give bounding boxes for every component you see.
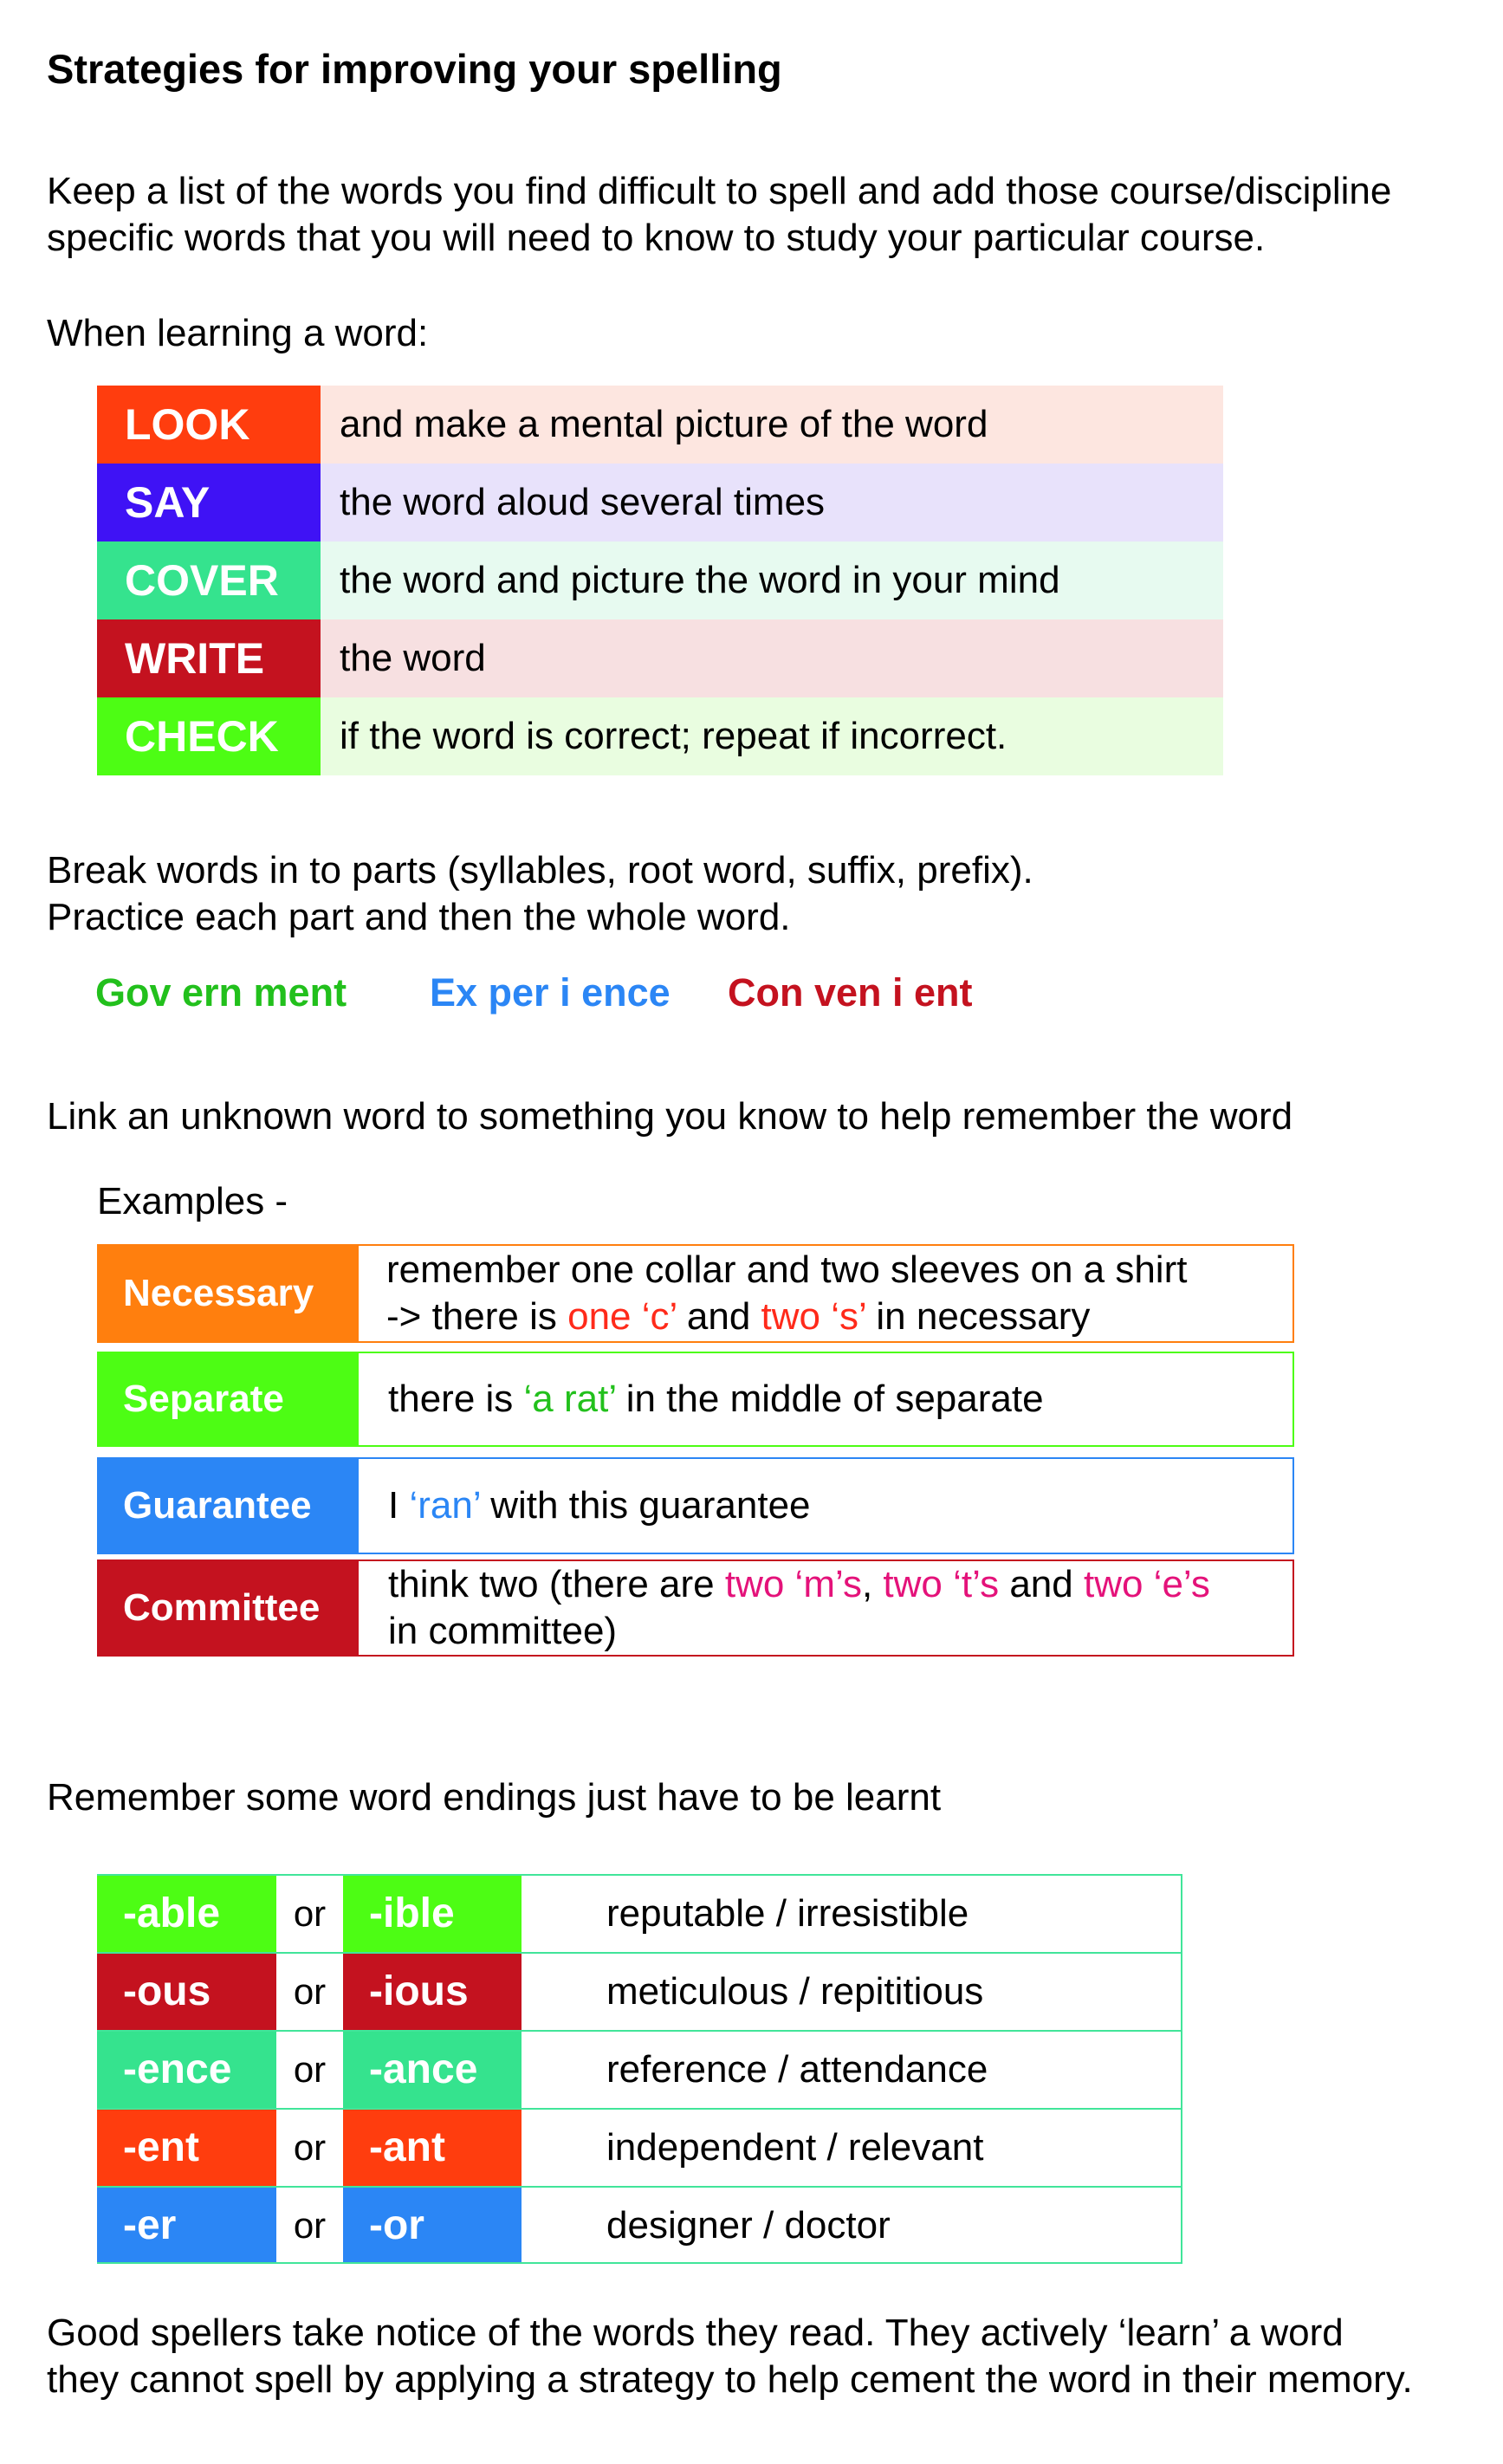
example-line: in committee): [388, 1610, 618, 1652]
example-desc: [359, 1246, 1292, 1341]
text-span: with this guarantee: [479, 1484, 811, 1527]
step-row-check: [97, 697, 1223, 775]
ending-or: or: [293, 2205, 327, 2246]
ending-row: [97, 2108, 1182, 2186]
step-row-look: [97, 386, 1223, 464]
step-row-cover: [97, 541, 1223, 619]
text-span: in the middle of separate: [615, 1378, 1044, 1420]
step-desc: the word aloud several times: [321, 464, 1223, 541]
ending-a: -ous: [97, 1954, 276, 2030]
syllable-example-experience: Ex per i ence: [430, 970, 671, 1015]
ending-or: or: [293, 2127, 327, 2168]
step-key: WRITE: [97, 619, 321, 697]
example-key: Necessary: [99, 1246, 359, 1341]
highlight-span: two ‘e’s: [1083, 1563, 1210, 1605]
syllable-example-government: Gov ern ment: [95, 970, 347, 1015]
example-line: [386, 1294, 1292, 1340]
closing-line-1: Good spellers take notice of the words they read. They actively ‘learn’ a word: [47, 2312, 1344, 2354]
example-line: [388, 1376, 1292, 1423]
ending-or: or: [293, 1971, 327, 2012]
ending-examples: independent / relevant: [606, 2126, 984, 2169]
ending-b: -ious: [343, 1954, 522, 2030]
ending-b: -ant: [343, 2110, 522, 2186]
intro-line-2: specific words that you will need to know to study your particular course.: [47, 217, 1266, 259]
text-span: think two (there are: [388, 1563, 725, 1605]
learning-intro: When learning a word:: [47, 312, 429, 354]
ending-a: -ent: [97, 2110, 276, 2186]
ending-a: -able: [97, 1876, 276, 1952]
step-desc: if the word is correct; repeat if incorrect.: [321, 697, 1223, 775]
ending-a: -er: [97, 2188, 276, 2262]
ending-examples: meticulous / repititious: [606, 1970, 984, 2013]
text-span: and: [999, 1563, 1084, 1605]
example-key: Separate: [99, 1353, 359, 1445]
ending-row: [97, 2030, 1182, 2108]
ending-b: -ible: [343, 1876, 522, 1952]
example-row-committee: [97, 1559, 1294, 1657]
highlight-span: two ‘t’s: [883, 1563, 1000, 1605]
ending-row: [97, 1952, 1182, 2030]
step-row-say: [97, 464, 1223, 541]
ending-a: -ence: [97, 2032, 276, 2108]
highlight-span: ‘a rat’: [523, 1378, 616, 1420]
step-desc: the word: [321, 619, 1223, 697]
step-desc: the word and picture the word in your mind: [321, 541, 1223, 619]
syllable-example-convenient: Con ven i ent: [728, 970, 973, 1015]
highlight-span: ‘ran’: [409, 1484, 480, 1527]
closing-line-2: they cannot spell by applying a strategy to help cement the word in their memory.: [47, 2358, 1413, 2401]
example-desc: [359, 1561, 1292, 1655]
page-title: Strategies for improving your spelling: [47, 46, 782, 92]
example-desc: [359, 1459, 1292, 1553]
step-key: LOOK: [97, 386, 321, 464]
text-span: ,: [861, 1563, 884, 1605]
example-line: [388, 1482, 1292, 1529]
text-span: there is: [388, 1378, 524, 1420]
examples-label: Examples -: [97, 1180, 288, 1222]
example-line: remember one collar and two sleeves on a shirt: [386, 1248, 1188, 1291]
look-say-cover-table: [97, 386, 1223, 775]
step-key: COVER: [97, 541, 321, 619]
example-desc: [359, 1353, 1292, 1445]
example-line: [388, 1561, 1292, 1608]
word-endings-table: [97, 1874, 1182, 2264]
step-key: CHECK: [97, 697, 321, 775]
text-span: and: [676, 1295, 761, 1338]
example-row-necessary: [97, 1244, 1294, 1343]
ending-examples: designer / doctor: [606, 2204, 891, 2247]
step-key: SAY: [97, 464, 321, 541]
step-desc: and make a mental picture of the word: [321, 386, 1223, 464]
link-text: Link an unknown word to something you know to help remember the word: [47, 1095, 1293, 1138]
ending-row: [97, 1874, 1182, 1952]
ending-b: -or: [343, 2188, 522, 2262]
text-span: I: [388, 1484, 410, 1527]
ending-row: [97, 2186, 1182, 2264]
intro-line-1: Keep a list of the words you find difficult to spell and add those course/discipline: [47, 170, 1392, 212]
text-span: in necessary: [865, 1295, 1091, 1338]
ending-examples: reputable / irresistible: [606, 1892, 969, 1935]
highlight-span: two ‘s’: [761, 1295, 866, 1338]
highlight-span: two ‘m’s: [724, 1563, 862, 1605]
endings-intro: Remember some word endings just have to be learnt: [47, 1776, 942, 1819]
example-row-separate: [97, 1352, 1294, 1447]
example-key: Guarantee: [99, 1459, 359, 1553]
ending-b: -ance: [343, 2032, 522, 2108]
break-line-2: Practice each part and then the whole word.: [47, 896, 791, 938]
ending-or: or: [293, 1893, 327, 1934]
example-key: Committee: [99, 1561, 359, 1655]
break-line-1: Break words in to parts (syllables, root word, suffix, prefix).: [47, 849, 1033, 892]
example-row-guarantee: [97, 1457, 1294, 1554]
ending-or: or: [293, 2049, 327, 2090]
step-row-write: [97, 619, 1223, 697]
text-span: -> there is: [386, 1295, 568, 1338]
highlight-span: one ‘c’: [567, 1295, 677, 1338]
ending-examples: reference / attendance: [606, 2048, 988, 2091]
